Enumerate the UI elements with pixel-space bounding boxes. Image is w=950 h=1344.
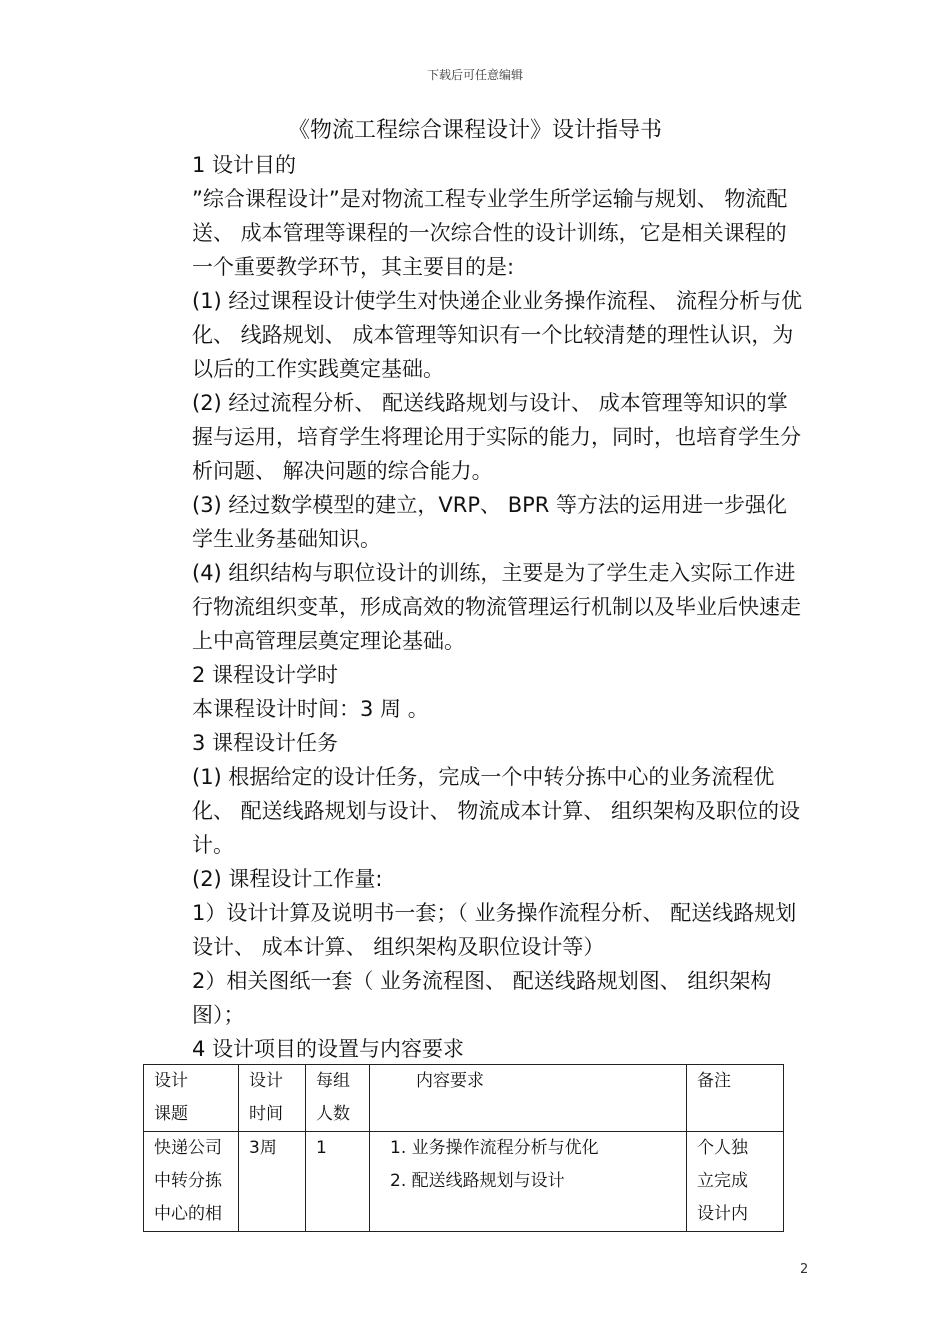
cell-time: 3周	[239, 1132, 306, 1232]
header-topic: 设计 课题	[144, 1065, 239, 1132]
cell-content-requirements	[370, 1132, 687, 1232]
section-3-heading: 3 课程设计任务	[192, 731, 339, 755]
cell-people: 1	[306, 1132, 370, 1232]
document-title: 《物流工程综合课程设计》设计指导书	[287, 118, 662, 143]
section-3-item-2: (2) 课程设计工作量:	[192, 867, 383, 891]
section-1-item-2: (2) 经过流程分析、 配送线路规划与设计、 成本管理等知识的掌握与运用，培育学生将理论用于实际的能力，同时，也培育学生分析问题、 解决问题的综合能力。	[192, 391, 801, 483]
cell-topic: 快递公司 中转分拣 中心的相	[144, 1132, 239, 1232]
header-note: 下载后可任意编辑	[426, 68, 523, 82]
section-4-heading: 4 设计项目的设置与内容要求	[192, 1037, 465, 1061]
header-note: 备注	[687, 1065, 784, 1132]
section-1-item-3: (3) 经过数学模型的建立，VRP、 BPR 等方法的运用进一步强化学生业务基础知识。	[192, 493, 788, 551]
section-1-heading: 1 设计目的	[192, 153, 297, 177]
cell-note: 个人独 立完成 设计内	[687, 1132, 784, 1232]
section-3-item-1: (1) 根据给定的设计任务，完成一个中转分拣中心的业务流程优化、 配送线路规划与设计、 物流成本计算、 组织架构及职位的设计。	[192, 765, 801, 857]
section-3-subitem-2: 2）相关图纸一套（ 业务流程图、 配送线路规划图、 组织架构图）；	[192, 969, 772, 1027]
section-3-subitem-1: 1）设计计算及说明书一套；（ 业务操作流程分析、 配送线路规划设计、 成本计算、 组织架构及职位设计等）	[192, 901, 797, 959]
table-row	[144, 1132, 784, 1232]
header-content-requirements: 内容要求	[370, 1065, 687, 1132]
page-number: 2	[800, 1262, 809, 1277]
section-1-item-4: (4) 组织结构与职位设计的训练，主要是为了学生走入实际工作进行物流组织变革，形成高效的物流管理运行机制以及毕业后快速走上中高管理层奠定理论基础。	[192, 561, 801, 653]
header-time: 设计 时间	[239, 1065, 306, 1132]
section-1-item-1: (1) 经过课程设计使学生对快递企业业务操作流程、 流程分析与优化、 线路规划、 成本管理等知识有一个比较清楚的理性认识，为以后的工作实践奠定基础。	[192, 289, 803, 381]
requirement-1: 1. 业务操作流程分析与优化	[390, 1138, 599, 1158]
section-2-text: 本课程设计时间：3 周 。	[192, 697, 429, 721]
table-header-row	[144, 1065, 784, 1132]
header-people: 每组 人数	[306, 1065, 370, 1132]
section-2-heading: 2 课程设计学时	[192, 663, 339, 687]
design-requirements-table	[143, 1064, 784, 1232]
section-1-intro: ”综合课程设计”是对物流工程专业学生所学运输与规划、 物流配送、 成本管理等课程的一次综合性的设计训练，它是相关课程的一个重要教学环节，其主要目的是:	[192, 187, 788, 279]
requirement-2: 2. 配送线路规划与设计	[390, 1171, 565, 1191]
document-body	[144, 148, 806, 1066]
